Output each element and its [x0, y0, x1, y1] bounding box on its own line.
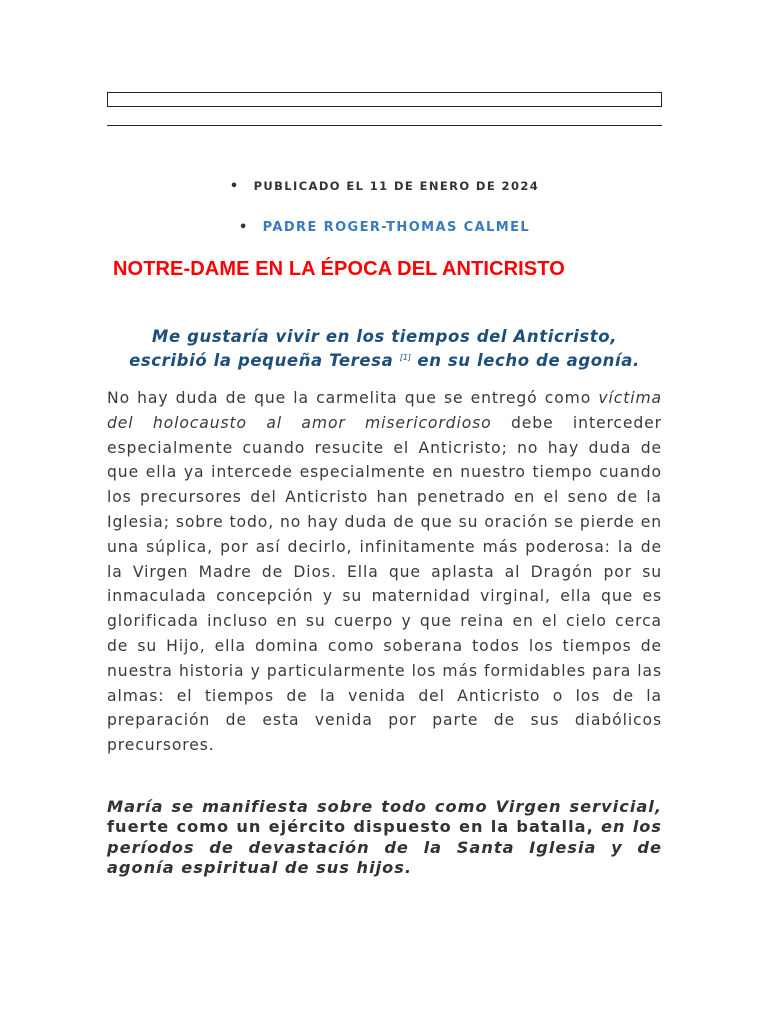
- publish-date: PUBLICADO EL 11 DE ENERO DE 2024: [253, 179, 540, 193]
- closing-italic-b: en los períodos de devastación de la Santa Iglesia y de agonía espiritual de sus hijos.: [107, 817, 663, 878]
- article-title: NOTRE-DAME EN LA ÉPOCA DEL ANTICRISTO: [113, 258, 565, 280]
- closing-italic-a: María se manifiesta sobre todo como Virgen servicial,: [107, 797, 662, 816]
- closing-paragraph: [107, 797, 662, 879]
- footnote-link[interactable]: [1]: [399, 353, 412, 362]
- quote-line-1: Me gustaría vivir en los tiempos del Anticristo,: [151, 327, 618, 346]
- paragraph-text-a: No hay duda de que la carmelita que se entregó como: [107, 389, 599, 407]
- closing-normal: fuerte como un ejército dispuesto en la batalla,: [107, 817, 601, 837]
- quote-line-2b: en su lecho de agonía.: [417, 351, 640, 370]
- quote-line-2a: escribió la pequeña Teresa: [129, 351, 394, 370]
- epigraph-quote: [107, 326, 662, 371]
- bullet-icon: •: [229, 179, 240, 194]
- paragraph-italic: víctima del holocausto al amor misericordioso: [107, 389, 662, 432]
- paragraph-text-b: debe interceder especialmente cuando resucite el Anticristo; no hay duda de que ella ya intercede especialmente en nuestro tiempo cuando los precursores del Anticristo han penetrado en el seno de la Iglesia; sobre todo, no hay duda de que su oración se pierde en una súplica, por así decirlo, infinitamente más poderosa: la de la Virgen Madre de Dios. Ella que aplasta al Dragón por su inmaculada concepción y su maternidad virginal, ella que es glorificada incluso en su cuerpo y que reina en el cielo cerca de su Hijo, ella domina como soberana todos los tiempos de nuestra historia y particularmente los más formidables para las almas: el tiempos de la venida del Anticristo o los de la preparación de esta venida por parte de sus diabólicos precursores.: [107, 413, 662, 755]
- bullet-icon: •: [238, 220, 249, 235]
- body-paragraph: [107, 386, 662, 758]
- header-divider: [107, 125, 662, 126]
- publish-date-item: [107, 179, 662, 194]
- header-box: [107, 92, 662, 107]
- author-link[interactable]: PADRE ROGER-THOMAS CALMEL: [262, 220, 531, 235]
- author-item: [107, 220, 662, 235]
